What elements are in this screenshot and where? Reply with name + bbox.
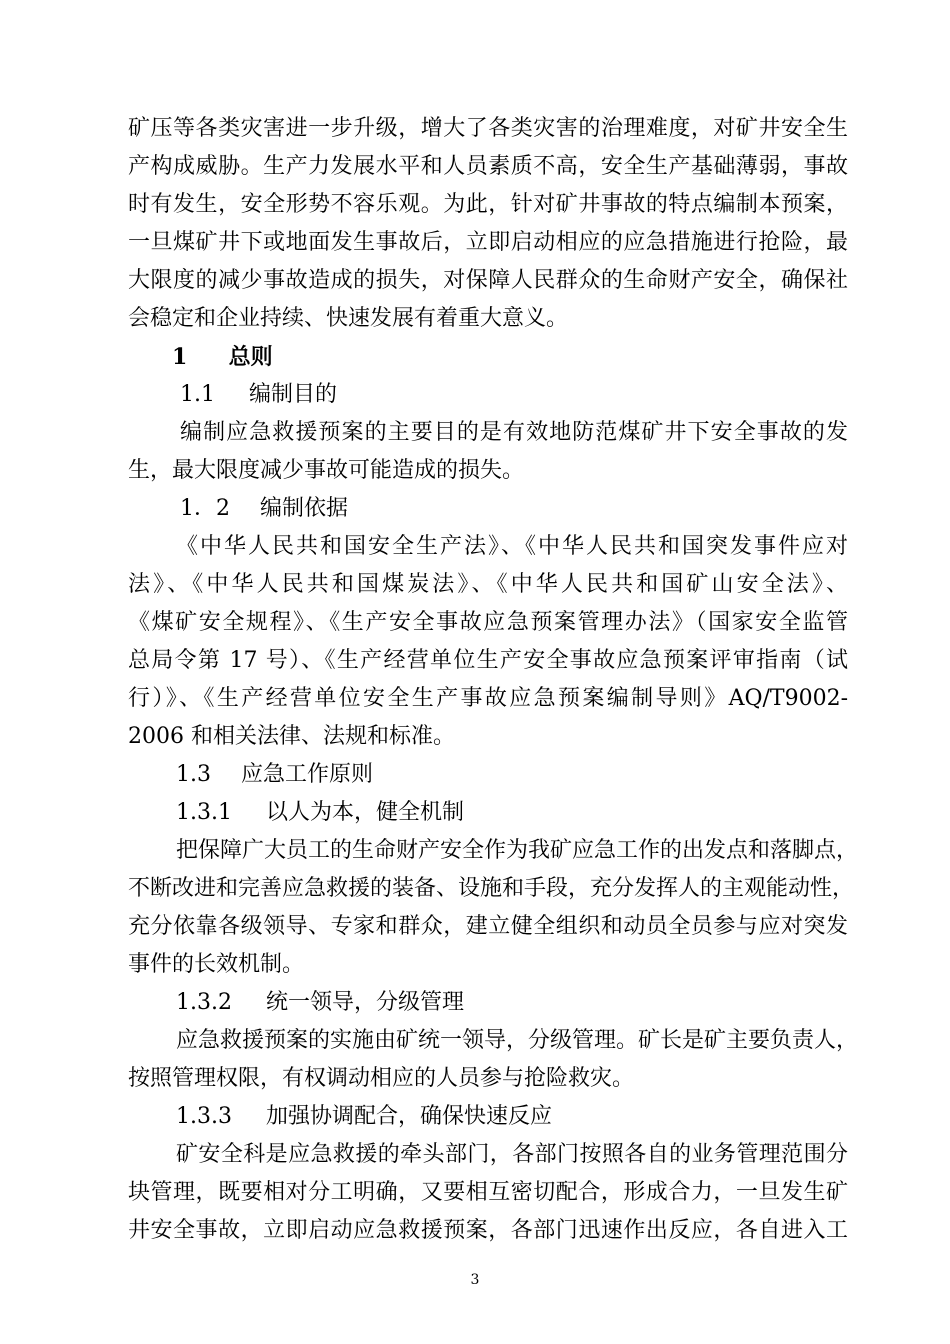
section-1-3-3-number: 1.3.3	[176, 1104, 232, 1129]
intro-line-6: 会稳定和企业持续、快速发展有着重大意义。	[128, 306, 569, 331]
para-1-3-1-line-3: 充分依靠各级领导、专家和群众，建立健全组织和动员全员参与应对突发	[128, 914, 848, 939]
para-1-3-1-line-2: 不断改进和完善应急救援的装备、设施和手段，充分发挥人的主观能动性，	[128, 876, 855, 901]
para-1-3-3-line-3: 井安全事故，立即启动应急救援预案，各部门迅速作出反应，各自进入工	[128, 1218, 848, 1243]
para-1-2-line-2: 法》、《中华人民共和国煤炭法》、《中华人民共和国矿山安全法》、	[128, 572, 848, 597]
para-1-1-line-2: 生，最大限度减少事故可能造成的损失。	[128, 458, 525, 483]
section-1-3-heading	[176, 756, 896, 794]
intro-line-5: 大限度的减少事故造成的损失，对保障人民群众的生命财产安全，确保社	[128, 268, 848, 293]
section-1-3-title: 应急工作原则	[241, 762, 374, 787]
section-1-2-number: 1．2	[180, 496, 230, 521]
para-1-2-line-6: 2006 和相关法律、法规和标准。	[128, 724, 455, 749]
intro-line-2: 产构成威胁。生产力发展水平和人员素质不高，安全生产基础薄弱，事故	[128, 154, 848, 179]
para-1-3-2-line-1: 应急救援预案的实施由矿统一领导，分级管理。矿长是矿主要负责人，	[176, 1028, 859, 1053]
section-1-3-1-number: 1.3.1	[176, 800, 232, 825]
section-1-3-2-heading	[176, 984, 896, 1022]
para-1-2-line-3: 《煤矿安全规程》、《生产安全事故应急预案管理办法》（国家安全监管	[128, 610, 848, 635]
section-1-number: 1	[172, 344, 188, 370]
para-1-3-1-line-1: 把保障广大员工的生命财产安全作为我矿应急工作的出发点和落脚点，	[176, 838, 859, 863]
section-1-3-2-number: 1.3.2	[176, 990, 232, 1015]
para-1-3-3-line-2: 块管理，既要相对分工明确，又要相互密切配合，形成合力，一旦发生矿	[128, 1180, 848, 1205]
para-1-2-line-4: 总局令第 17 号）、《生产经营单位生产安全事故应急预案评审指南（试	[128, 648, 848, 673]
section-1-3-3-heading	[176, 1098, 896, 1136]
section-1-heading	[172, 338, 892, 376]
section-1-3-number: 1.3	[176, 762, 211, 787]
section-1-3-1-heading	[176, 794, 896, 832]
intro-line-1: 矿压等各类灾害进一步升级，增大了各类灾害的治理难度，对矿井安全生	[128, 116, 848, 141]
para-1-2-line-1: 《中华人民共和国安全生产法》、《中华人民共和国突发事件应对	[176, 534, 848, 559]
section-1-3-1-title: 以人为本，健全机制	[265, 800, 464, 825]
para-1-3-2-line-2: 按照管理权限，有权调动相应的人员参与抢险救灾。	[128, 1066, 635, 1091]
para-1-3-3-line-1: 矿安全科是应急救援的牵头部门，各部门按照各自的业务管理范围分	[176, 1142, 848, 1167]
page-number: 3	[470, 1272, 480, 1288]
para-1-3-1-line-4: 事件的长效机制。	[128, 952, 305, 977]
section-1-1-title: 编制目的	[249, 382, 338, 407]
para-1-1-line-1: 编制应急救援预案的主要目的是有效地防范煤矿井下安全事故的发	[180, 420, 848, 445]
para-1-2-line-5: 行）》、《生产经营单位安全生产事故应急预案编制导则》AQ/T9002-	[128, 686, 848, 711]
intro-line-3: 时有发生，安全形势不容乐观。为此，针对矿井事故的特点编制本预案，	[128, 192, 848, 217]
section-1-3-3-title: 加强协调配合，确保快速反应	[265, 1104, 552, 1129]
section-1-2-title: 编制依据	[260, 496, 349, 521]
section-1-1-heading	[180, 376, 900, 414]
section-1-3-2-title: 统一领导，分级管理	[265, 990, 464, 1015]
intro-line-4: 一旦煤矿井下或地面发生事故后，立即启动相应的应急措施进行抢险，最	[128, 230, 848, 255]
section-1-2-heading	[180, 490, 900, 528]
section-1-title: 总则	[228, 344, 273, 370]
section-1-1-number: 1.1	[180, 382, 215, 407]
